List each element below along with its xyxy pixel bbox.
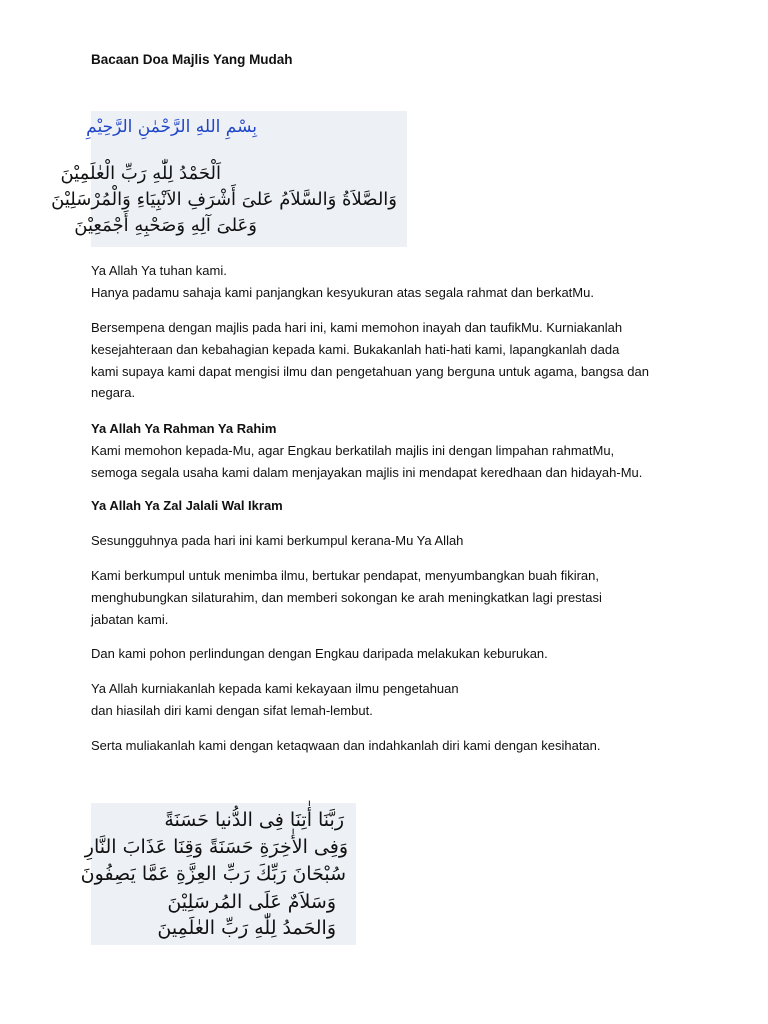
text-line: Kami berkumpul untuk menimba ilmu, bertukar pendapat, menyumbangkan buah fikiran,	[91, 568, 599, 583]
text-line: negara.	[91, 385, 136, 401]
text-line: jabatan kami.	[91, 611, 169, 627]
paragraph-menimba	[91, 565, 691, 630]
text-line: semoga segala usaha kami dalam menjayakan majlis ini mendapat keredhaan dan hidayah-Mu.	[91, 464, 643, 480]
text-line: dan hiasilah diri kami dengan sifat lemah-lembut.	[91, 702, 373, 718]
text-line: kami supaya kami dapat mengisi ilmu dan pengetahuan yang berguna untuk agama, bangsa dan	[91, 363, 649, 379]
text-line: Ya Allah kurniakanlah kepada kami kekayaan ilmu pengetahuan	[91, 681, 459, 696]
text-line: Sesungguhnya pada hari ini kami berkumpul kerana-Mu Ya Allah	[91, 533, 464, 548]
paragraph-berkumpul	[91, 530, 691, 552]
paragraph-perlindungan	[91, 643, 691, 665]
text-line: Bersempena dengan majlis pada hari ini, kami memohon inayah dan taufikMu. Kurniakanlah	[91, 320, 623, 335]
arabic-line: وَفِى الأٰخِرَةِ حَسَنَةً وَقِنَا عَذَابَ النَّارِ	[84, 836, 348, 858]
arabic-line: وَسَلاَمٌ عَلَى المُرسَلِيْنَ	[167, 891, 336, 913]
paragraph-intro	[91, 260, 691, 304]
section-heading: Ya Allah Ya Rahman Ya Rahim	[91, 421, 277, 436]
arabic-opening-image	[51, 111, 407, 247]
text-line: Ya Allah Ya tuhan kami.	[91, 263, 227, 278]
text-line: kesejahteraan dan kebahagian kepada kami. Bukakanlah hati-hati kami, lapangkanlah dada	[91, 341, 620, 357]
arabic-closing-image	[80, 803, 356, 945]
basmala-text: بِسْمِ اللهِ الرَّحْمٰنِ الرَّحِيْمِ	[86, 117, 257, 137]
document-title: Bacaan Doa Majlis Yang Mudah	[91, 52, 293, 67]
text-line: menghubungkan silaturahim, dan memberi sokongan ke arah meningkatkan lagi prestasi	[91, 589, 602, 605]
arabic-line: رَبَّنَا أٰتِنَا فِى الدُّنيا حَسَنَةً	[164, 809, 344, 831]
paragraph-bersempena	[91, 317, 691, 404]
text-line: Dan kami pohon perlindungan dengan Engkau daripada melakukan keburukan.	[91, 646, 548, 661]
arabic-line: سُبْحَانَ رَبِّكَ رَبِّ العِزَّةِ عَمَّا يَصِفُونَ	[80, 863, 346, 885]
paragraph-kekayaan	[91, 678, 691, 722]
section-heading: Ya Allah Ya Zal Jalali Wal Ikram	[91, 498, 283, 513]
arabic-line: وَعَلىَ آلِهِ وَصَحْبِهِ أَجْمَعِيْنَ	[74, 215, 257, 236]
paragraph-rahman	[91, 418, 691, 483]
arabic-line: وَالصَّلاَةُ وَالسَّلاَمُ عَلىَ أَشْرَفِ الاَنْبِيَاءِ وَالْمُرْسَلِيْنَ	[51, 189, 397, 210]
arabic-line: اَلْحَمْدُ لِلّٰهِ رَبِّ الْعٰلَمِيْنَ	[60, 163, 221, 184]
text-line: Kami memohon kepada-Mu, agar Engkau berkatilah majlis ini dengan limpahan rahmatMu,	[91, 442, 615, 458]
text-line: Hanya padamu sahaja kami panjangkan kesyukuran atas segala rahmat dan berkatMu.	[91, 284, 594, 300]
text-line: Serta muliakanlah kami dengan ketaqwaan dan indahkanlah diri kami dengan kesihatan.	[91, 738, 601, 753]
paragraph-heading-ikram	[91, 495, 691, 517]
paragraph-ketaqwaan	[91, 735, 691, 757]
arabic-line: وَالحَمدُ لِلّٰهِ رَبِّ العٰلَمِينَ	[157, 917, 336, 939]
